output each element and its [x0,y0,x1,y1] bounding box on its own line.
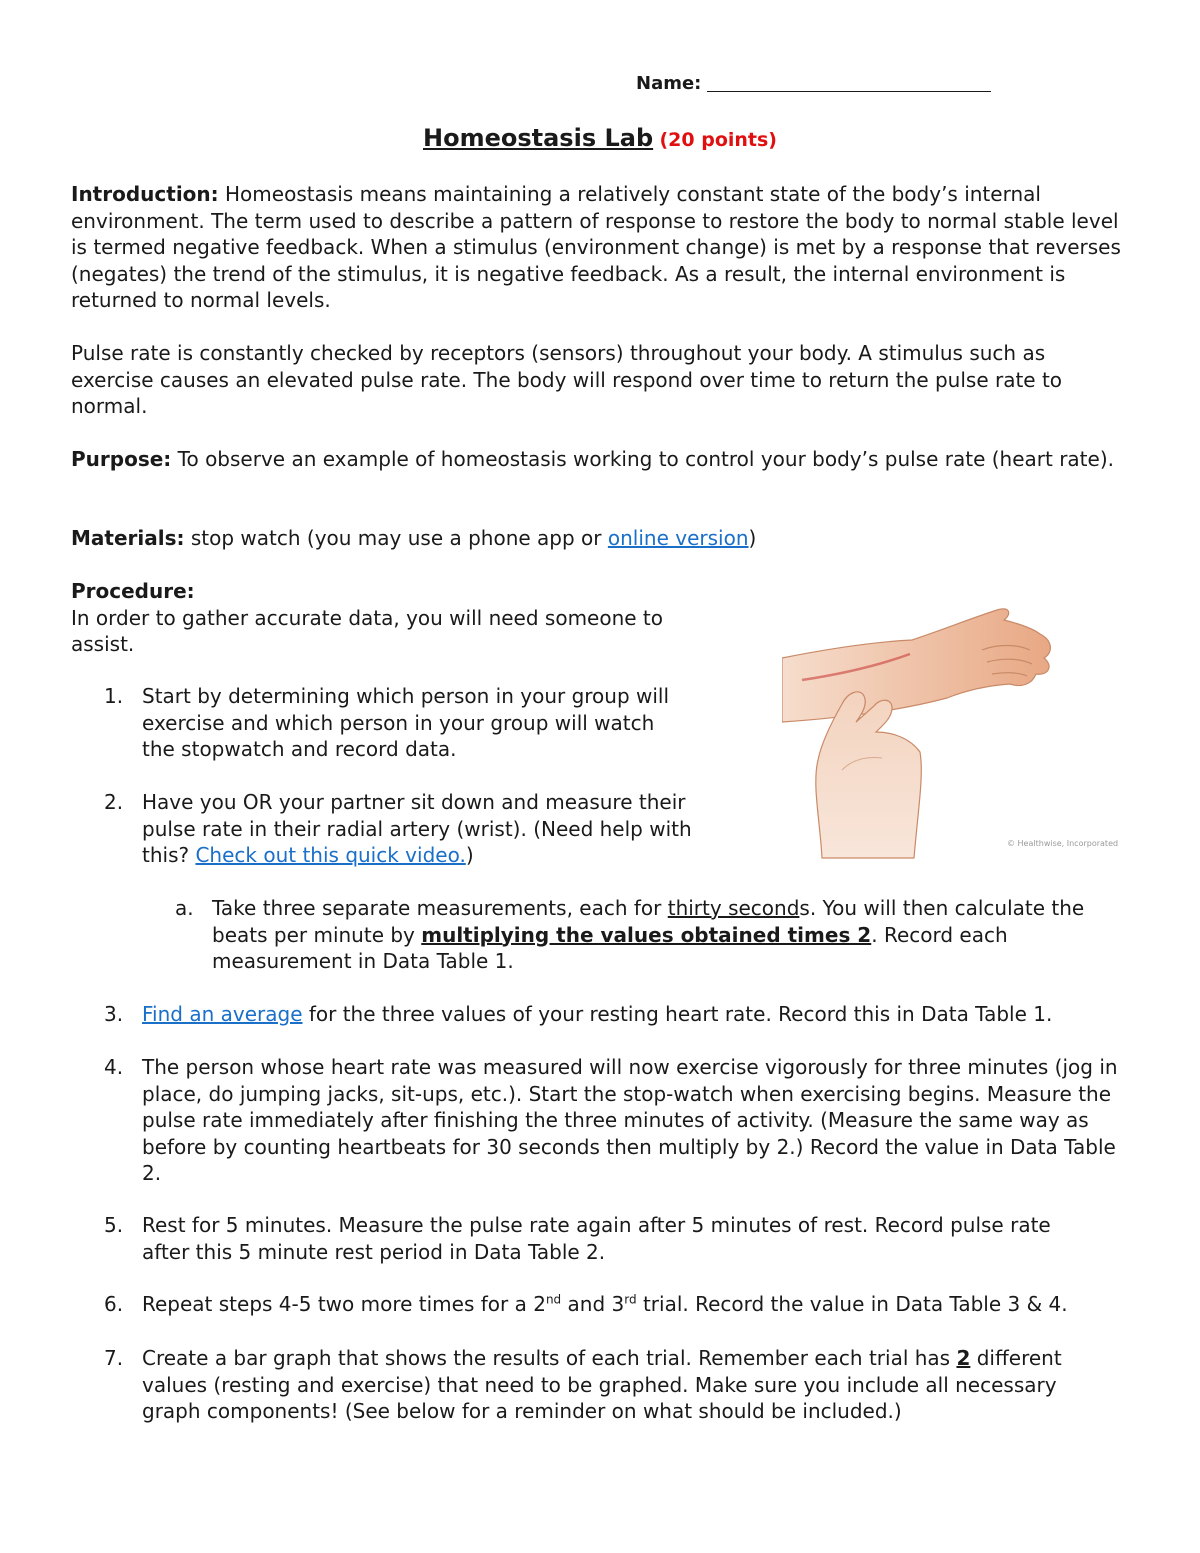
procedure-intro [71,578,731,658]
introduction-text: Homeostasis means maintaining a relatively constant state of the body’s internal environment. The term used to describe a pattern of response to restore the body to normal stable level is termed negative feedback. When a stimulus (environment change) is met by a response that reverses (negates) the trend of the stimulus, it is negative feedback. As a result, the internal environment is returned to normal levels. [71,182,1121,312]
step-number: 6. [104,1292,124,1316]
wrist-pulse-illustration [782,600,1112,860]
title-points: (20 points) [659,129,777,151]
step-text [142,1001,1132,1028]
purpose-paragraph [71,446,1131,473]
pulse-paragraph: Pulse rate is constantly checked by receptors (sensors) throughout your body. A stimulus such as exercise causes an elevated pulse rate. The body will respond over time to return the pulse rate to normal. [71,341,1063,418]
name-blank-line[interactable] [707,73,991,92]
name-label: Name: [636,73,702,94]
ordinal-nd: nd [545,1292,562,1307]
purpose-text: To observe an example of homeostasis working to control your body’s pulse rate (heart rate). [171,447,1114,471]
find-average-link[interactable]: Find an average [142,1002,303,1026]
step-number: 2. [104,790,124,814]
step-number: 1. [104,684,124,708]
step-7-text-1: Create a bar graph that shows the results of each trial. Remember each trial has [142,1346,957,1370]
step-7-text-2: different values (resting and exercise) that need to be graphed. Make sure you include all necessary graph components! (See below for a reminder on what should be included.) [142,1346,1062,1423]
thirty-seconds-underlined: thirty second [667,896,800,920]
step-number: 4. [104,1055,124,1079]
step-number: 7. [104,1346,124,1370]
step-6-text-3: trial. Record the value in Data Table 3 & 4. [636,1292,1068,1316]
step-number: a. [175,896,194,920]
materials-text: stop watch (you may use a phone app or [184,526,608,550]
materials-label: Materials: [71,526,185,550]
quick-video-link[interactable]: Check out this quick video. [195,843,466,867]
step-2a-text-3: . Record each measurement in Data Table 1. [212,922,1008,973]
step-6-text-1: Repeat steps 4-5 two more times for a 2 [142,1292,546,1316]
purpose-label: Purpose: [71,447,172,471]
materials-text-end: ) [748,526,757,550]
online-version-link[interactable]: online version [607,526,749,550]
step-text [212,895,1132,975]
step-6-text-2: and 3 [561,1292,625,1316]
figure-copyright: © Healthwise, Incorporated [1007,839,1119,848]
step-text [142,1345,1112,1425]
step-text [142,789,722,869]
step-2a-text-2: s. You will then calculate the beats per minute by [212,896,1085,947]
two-emphasis: 2 [956,1346,971,1370]
step-text [142,1291,1132,1318]
name-field[interactable] [636,72,991,96]
multiplying-emphasis: multiplying the values obtained times 2 [421,922,872,947]
step-text: Rest for 5 minutes. Measure the pulse rate again after 5 minutes of rest. Record pulse rate after this 5 minute rest period in Data Table 2. [142,1213,1051,1264]
page-title [0,125,1200,154]
step-2-text-end: ) [465,843,474,867]
step-text: The person whose heart rate was measured will now exercise vigorously for three minutes (jog in place, do jumping jacks, sit-ups, etc.). Start the stop-watch when exercising begins. Measure the pulse rate immediately after finishing the three minutes of activity. (Measure the same way as before by counting heartbeats for 30 seconds then multiply by 2.) Record the value in Data Table 2. [142,1055,1118,1185]
step-3-text: for the three values of your resting heart rate. Record this in Data Table 1. [302,1002,1053,1026]
step-2-text: Have you OR your partner sit down and measure their pulse rate in their radial artery (wrist). (Need help with this? [142,790,692,867]
procedure-label: Procedure: [71,579,195,603]
procedure-intro-text: In order to gather accurate data, you will need someone to assist. [71,605,664,656]
ordinal-rd: rd [624,1292,637,1307]
materials-paragraph [71,525,1131,552]
introduction-paragraph [71,181,1131,314]
step-text: Start by determining which person in your group will exercise and which person in your group will watch the stopwatch and record data. [142,684,670,761]
step-number: 3. [104,1002,124,1026]
step-number: 5. [104,1213,124,1237]
introduction-label: Introduction: [71,182,219,206]
title-main: Homeostasis Lab [423,124,654,152]
step-2a-text-1: Take three separate measurements, each for [212,896,668,920]
